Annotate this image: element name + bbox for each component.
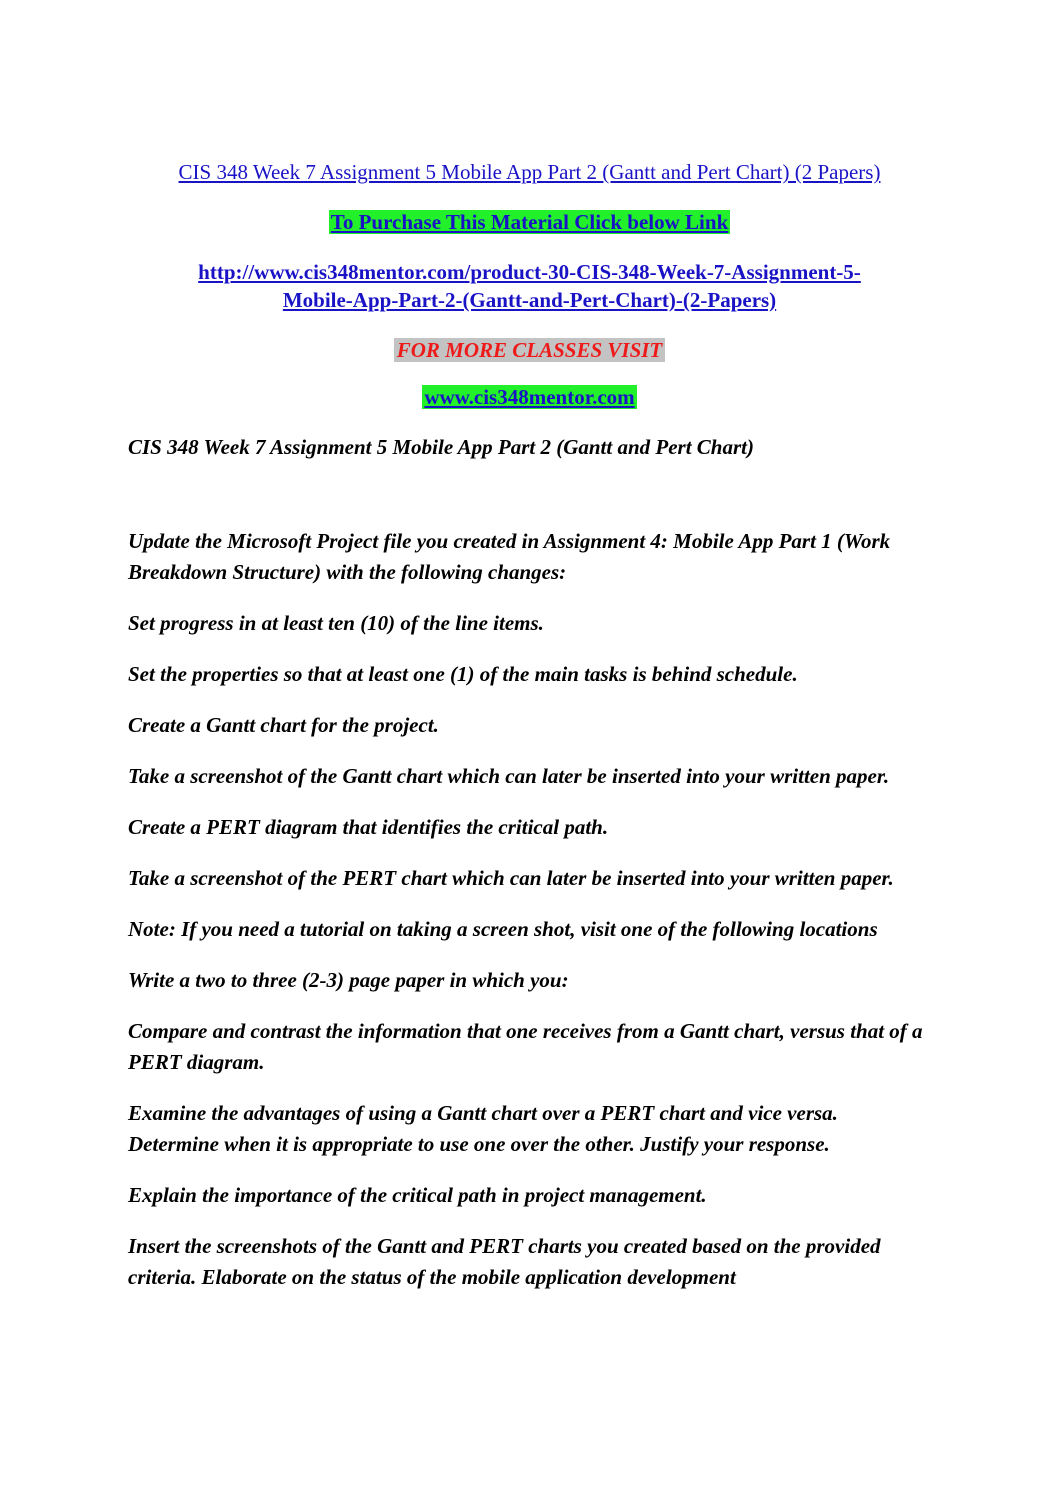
paragraph: Create a Gantt chart for the project.: [128, 713, 439, 737]
title-line: [0, 158, 1059, 186]
paragraph: Note: If you need a tutorial on taking a screen shot, visit one of the following locations: [128, 917, 878, 941]
paragraph: Compare and contrast the information that one receives from a Gantt chart, versus that of a PERT diagram.: [128, 1019, 923, 1074]
more-classes-banner: FOR MORE CLASSES VISIT: [394, 338, 666, 362]
product-url-link-line2[interactable]: Mobile-App-Part-2-(Gantt-and-Pert-Chart)-(2-Papers): [282, 288, 777, 312]
site-link[interactable]: www.cis348mentor.com: [424, 385, 635, 409]
paragraph: Create a PERT diagram that identifies the critical path.: [128, 815, 609, 839]
paragraph: Write a two to three (2-3) page paper in which you:: [128, 968, 569, 992]
assignment-body: [128, 432, 928, 1313]
paragraph: Examine the advantages of using a Gantt chart over a PERT chart and vice versa. Determine when it is appropriate to use one over the other. Justify your response.: [128, 1101, 838, 1156]
product-url-block: [0, 258, 1059, 314]
purchase-line: [0, 209, 1059, 235]
title-link[interactable]: CIS 348 Week 7 Assignment 5 Mobile App Part 2 (Gantt and Pert Chart) (2 Papers): [178, 160, 881, 184]
paragraph: Set the properties so that at least one (1) of the main tasks is behind schedule.: [128, 662, 798, 686]
product-url-link-line1[interactable]: http://www.cis348mentor.com/product-30-CIS-348-Week-7-Assignment-5-: [198, 260, 861, 284]
paragraph: Explain the importance of the critical path in project management.: [128, 1183, 707, 1207]
paragraph: Take a screenshot of the Gantt chart which can later be inserted into your written paper.: [128, 764, 890, 788]
paragraph: Set progress in at least ten (10) of the line items.: [128, 611, 544, 635]
more-classes-line: [0, 336, 1059, 364]
paragraph: Update the Microsoft Project file you created in Assignment 4: Mobile App Part 1 (Work Breakdown Structure) with the following changes:: [128, 529, 891, 584]
site-line: [0, 384, 1059, 410]
purchase-link[interactable]: To Purchase This Material Click below Link: [330, 210, 729, 234]
paragraph: Take a screenshot of the PERT chart which can later be inserted into your written paper.: [128, 866, 894, 890]
paragraph: Insert the screenshots of the Gantt and PERT charts you created based on the provided criteria. Elaborate on the status of the mobile application development: [128, 1234, 881, 1289]
assignment-heading: CIS 348 Week 7 Assignment 5 Mobile App Part 2 (Gantt and Pert Chart): [128, 435, 754, 459]
